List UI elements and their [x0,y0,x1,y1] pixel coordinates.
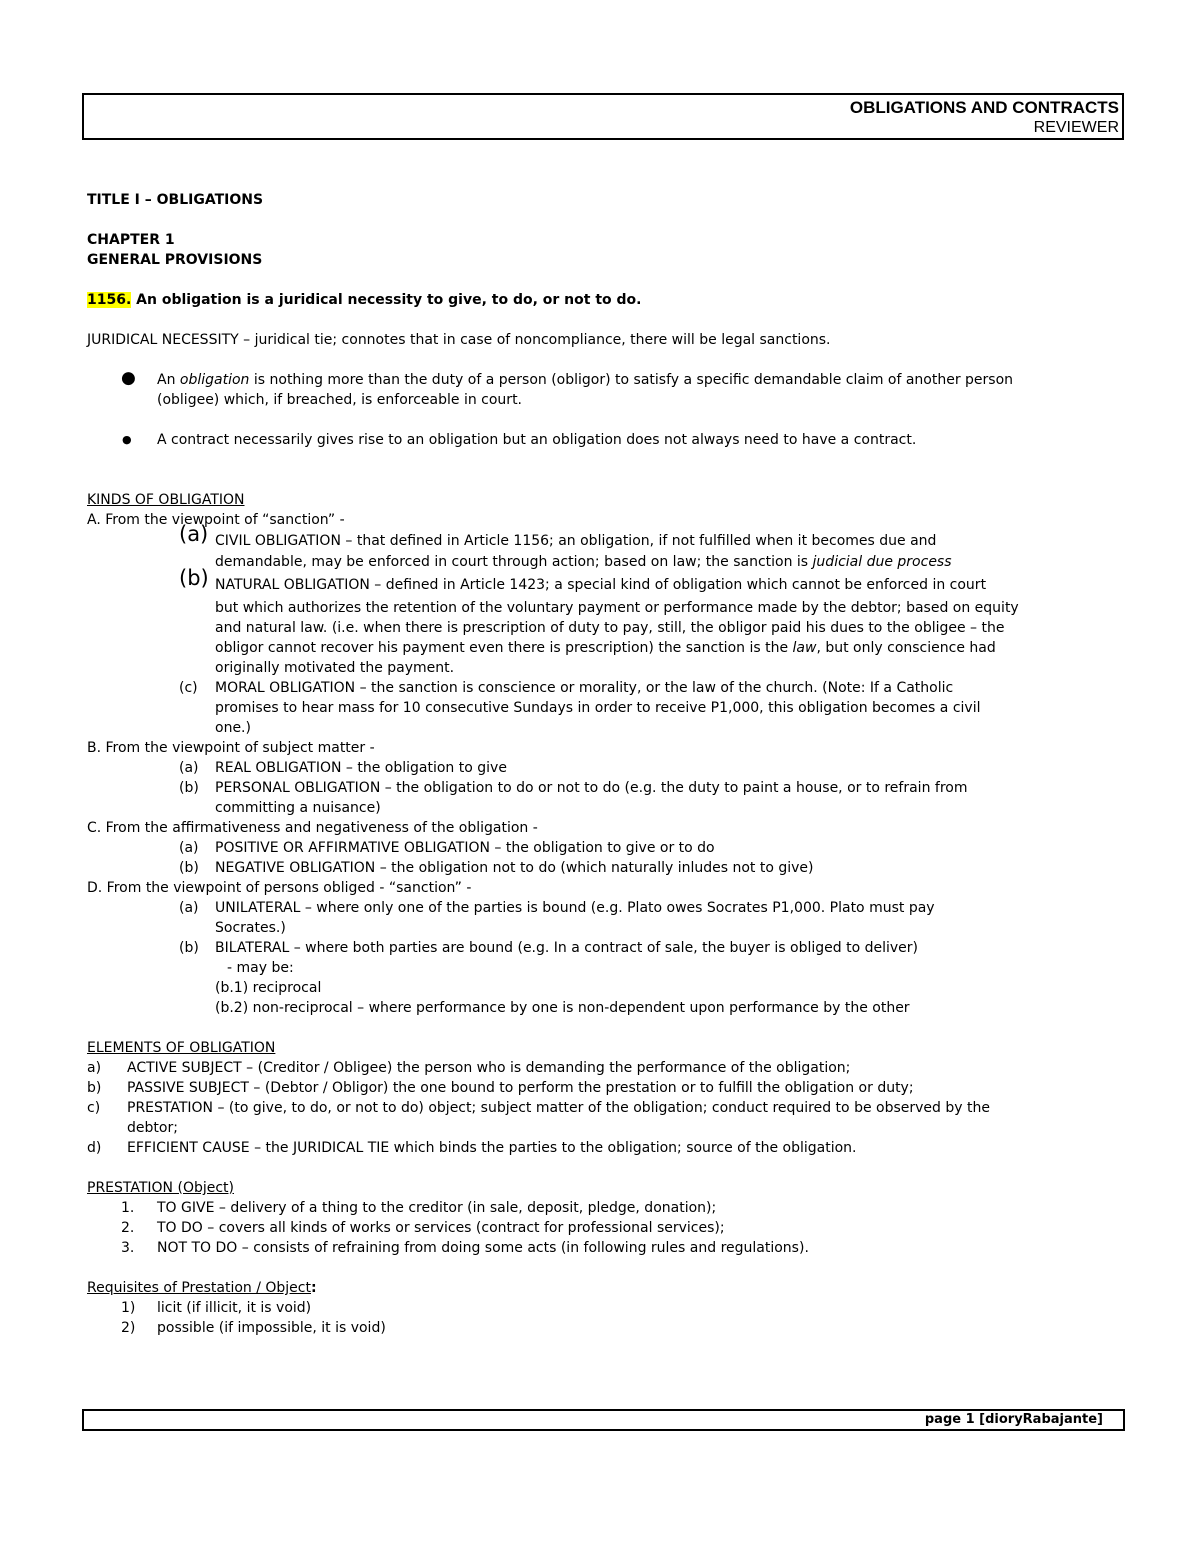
footer-box [82,1409,1125,1431]
kinds-heading: KINDS OF OBLIGATION [87,492,245,508]
article-text: An obligation is a juridical necessity to give, to do, or not to do. [131,292,642,308]
list-item: 1. TO GIVE – delivery of a thing to the creditor (in sale, deposit, pledge, donation); [121,1200,717,1216]
section-c-heading: C. From the affirmativeness and negativeness of the obligation - [87,820,538,836]
bullet-item: ● A contract necessarily gives rise to an obligation but an obligation does not always need to have a contract. [122,432,917,448]
list-item: c) PRESTATION – (to give, to do, or not to do) object; subject matter of the obligation; conduct required to be observed by the [87,1100,990,1116]
header-box [82,93,1124,140]
header-title: OBLIGATIONS AND CONTRACTS [849,98,1119,117]
article-number: 1156. [87,292,132,308]
header-subtitle: REVIEWER [1033,119,1119,136]
article-1156 [87,290,1127,310]
juridical-necessity-definition: JURIDICAL NECESSITY – juridical tie; connotes that in case of noncompliance, there will be legal sanctions. [87,332,831,348]
section-a-heading: A. From the viewpoint of “sanction” - [87,512,345,528]
elements-heading: ELEMENTS OF OBLIGATION [87,1040,276,1056]
bullet-icon: ● [122,433,132,446]
title-heading: TITLE I – OBLIGATIONS [87,192,264,208]
list-item: a) ACTIVE SUBJECT – (Creditor / Obligee) the person who is demanding the performance of the obligation; [87,1060,851,1076]
bullet-icon: ● [121,368,136,388]
section-b-heading: B. From the viewpoint of subject matter - [87,740,375,756]
bullet-item: ● An obligation is nothing more than the duty of a person (obligor) to satisfy a specific demandable claim of another person [121,368,1014,388]
chapter-name: GENERAL PROVISIONS [87,252,263,268]
prestation-heading: PRESTATION (Object) [87,1180,234,1196]
chapter-number: CHAPTER 1 [87,232,175,248]
list-item: 1) licit (if illicit, it is void) [121,1300,312,1316]
document-body: TITLE I – OBLIGATIONS CHAPTER 1 GENERAL PROVISIONS 1156. An obligation is a juridical necessity to give, to do, or not to do. JURIDICAL NECESSITY – juridical tie; connotes that in case of noncompliance, there will be legal sanctions. ● An obligation is nothing more than the duty of a person (obligor) to satisfy a specific demandable claim of another person (obligee) which, if breached, is enforceable in court. ● A contract necessarily gives rise to an obligation but an obligation does not always need to have a contract. KINDS OF OBLIGATION A. From the viewpoint of “sanction” - (a) CIVIL OBLIGATION – that defined in Article 1156; an obligation, if not fulfilled when it becomes due and demandable, may be enforced in court through action; based on law; the sanction is judicial due process (b) NATURAL OBLIGATION – defined in Article 1423; a special kind of obligation which cannot be enforced in court but which authorizes the retention of the voluntary payment or performance made by the debtor; based on equity and natural law. (i.e. when there is prescription of duty to pay, still, the obligor paid his dues to the obligee – the obligor cannot recover his payment even there is prescription) the sanction is the law, but only conscience had originally motivated the payment. (c) MORAL OBLIGATION – the sanction is conscience or morality, or the law of the church. (Note: If a Catholic promises to hear mass for 10 consecutive Sundays in order to receive P1,000, this obligation becomes a civil one.) B. From the viewpoint of subject matter - (a) REAL OBLIGATION – the obligation to give (b) PERSONAL OBLIGATION – the obligation to do or not to do (e.g. the duty to paint a house, or to refrain from committing a nuisance) C. From the affirmativeness and negativeness of the obligation - (a) POSITIVE OR AFFIRMATIVE OBLIGATION – the obligation to give or to do (b) NEGATIVE OBLIGATION – the obligation not to do (which naturally inludes not to give) D. From the viewpoint of persons obliged - “sanction” - (a) UNILATERAL – where only one of the parties is bound (e.g. Plato owes Socrates P1,000. Plato must pay Socrates.) (b) BILATERAL – where both parties are bound (e.g. In a contract of sale, the buyer is obliged to deliver) - may be: (b.1) reciprocal (b.2) non-reciprocal – where performance by one is non-dependent upon performance by the other ELEMENTS OF OBLIGATION a) ACTIVE SUBJECT – (Creditor / Obligee) the person who is demanding the performance of the obligation; b) PASSIVE SUBJECT – (Debtor / Obligor) the one bound to perform the prestation or to fulfill the obligation or duty; c) PRESTATION – (to give, to do, or not to do) object; subject matter of the obligation; conduct required to be observed by the debtor; d) EFFICIENT CAUSE – the JURIDICAL TIE which binds the parties to the obligation; source of the obligation. PRESTATION (Object) 1. TO GIVE – delivery of a thing to the creditor (in sale, deposit, pledge, donation); 2. TO DO – covers all kinds of works or services (contract for professional services); 3. NOT TO DO – consists of refraining from doing some acts (in following rules and regulations). Requisites of Prestation / Object: 1) licit (if illicit, it is void) 2) possible (if impossible, it is void) [87,190,1127,1338]
section-d-heading: D. From the viewpoint of persons obliged - “sanction” - [87,880,472,896]
list-item: d) EFFICIENT CAUSE – the JURIDICAL TIE which binds the parties to the obligation; source of the obligation. [87,1140,857,1156]
list-item: b) PASSIVE SUBJECT – (Debtor / Obligor) the one bound to perform the prestation or to fulfill the obligation or duty; [87,1080,914,1096]
list-item: 2) possible (if impossible, it is void) [121,1320,386,1336]
page-footer: page 1 [dioryRabajante] [924,1412,1103,1427]
list-item: 3. NOT TO DO – consists of refraining from doing some acts (in following rules and regulations). [121,1240,809,1256]
list-item: 2. TO DO – covers all kinds of works or services (contract for professional services); [121,1220,725,1236]
requisites-heading: Requisites of Prestation / Object: [87,1280,317,1296]
